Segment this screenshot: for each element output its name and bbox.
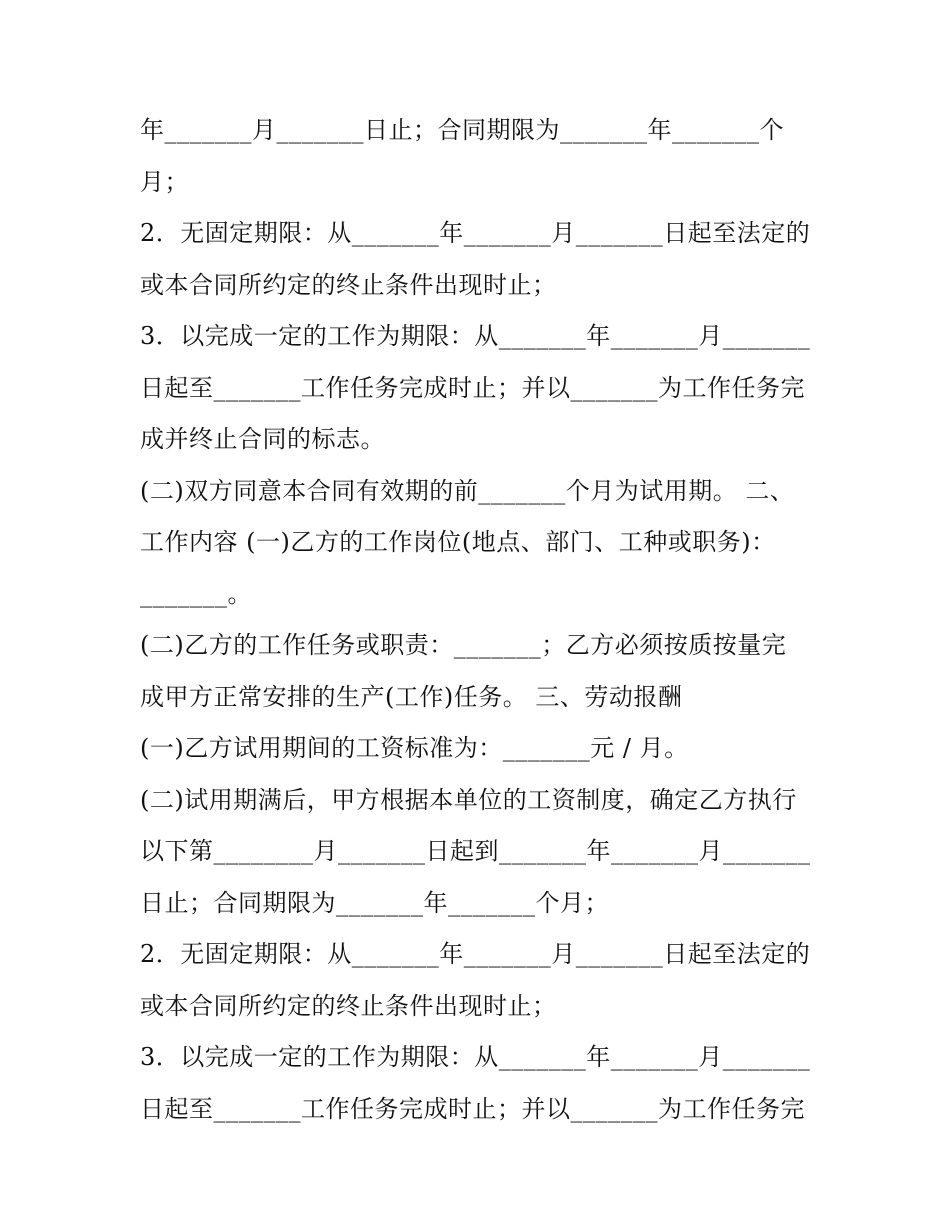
text-line: (二)双方同意本合同有效期的前_______个月为试用期。 二、 (140, 476, 795, 505)
text-line: 日起至_______工作任务完成时止；并以_______为工作任务完 (140, 1094, 805, 1123)
text-line: 或本合同所约定的终止条件出现时止； (140, 270, 557, 299)
text-line: 成并终止合同的标志。 (140, 425, 385, 453)
text-line: (二)乙方的工作任务或职责：_______；乙方必须按质按量完 (140, 631, 787, 659)
text-line: 2．无固定期限：从_______年_______月_______日起至法定的 (140, 219, 811, 247)
text-line: 3．以完成一定的工作为期限：从_______年_______月_______ (140, 322, 811, 350)
text-line: 工作内容 (一)乙方的工作岗位(地点、部门、工种或职务)： (140, 528, 776, 556)
text-line: 2．无固定期限：从_______年_______月_______日起至法定的 (140, 940, 811, 968)
text-line: 成甲方正常安排的生产(工作)任务。 三、劳动报酬 (140, 682, 683, 711)
text-line: 或本合同所约定的终止条件出现时止； (140, 991, 557, 1020)
text-line: 3．以完成一定的工作为期限：从_______年_______月_______ (140, 1043, 811, 1071)
text-line: (一)乙方试用期间的工资标准为：_______元 / 月。 (140, 734, 689, 762)
text-line: 年_______月_______日止；合同期限为_______年_______个 (140, 116, 784, 144)
text-line: (二)试用期满后，甲方根据本单位的工资制度，确定乙方执行 (140, 785, 797, 814)
text-line: 日止；合同期限为_______年_______个月； (140, 888, 609, 917)
text-line: 以下第________月_______日起到_______年_______月_______ (140, 837, 811, 865)
contract-text (140, 110, 820, 1140)
text-line: 月； (140, 167, 189, 196)
text-line: _______。 (140, 579, 252, 608)
text-line: 日起至_______工作任务完成时止；并以_______为工作任务完 (140, 373, 805, 402)
